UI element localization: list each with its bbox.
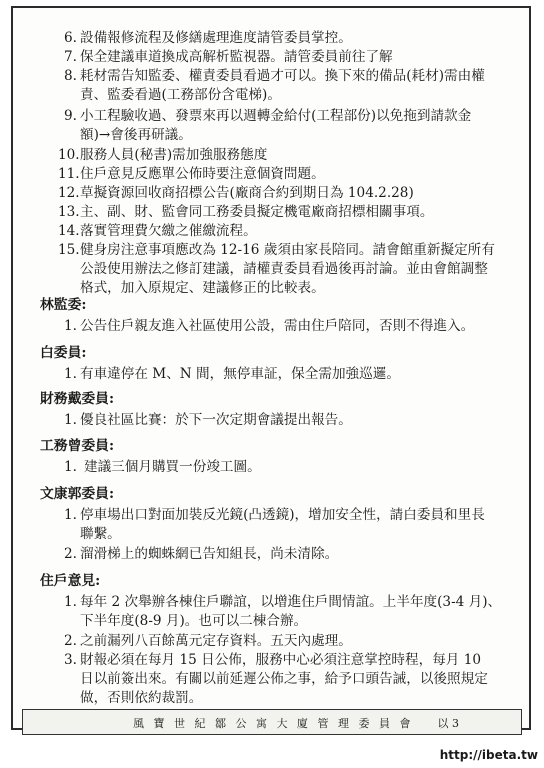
item-number: 1. <box>64 507 77 523</box>
item-text: 耗材需告知監委、權責委員看過才可以。換下來的備品(耗材)需由權 <box>80 68 485 84</box>
item-number: 2. <box>64 546 77 562</box>
section-heading: 文康郭委員: <box>40 486 115 502</box>
item-number: 15. <box>58 242 80 258</box>
item-number: 2. <box>64 633 77 649</box>
item-number: 11. <box>58 166 80 182</box>
item-number: 3. <box>64 652 77 668</box>
item-text: 日以前簽出來。有關以前延遲公佈之事，給予口頭告誡，以後照規定 <box>80 671 488 687</box>
item-number: 6. <box>64 30 77 46</box>
item-text: 保全建議車道換成高解析監視器。請管委員前往了解 <box>80 49 393 65</box>
footer-title: 風 寶 世 紀 鄒 公 寓 大 廈 管 理 委 員 會 <box>133 717 414 730</box>
item-number: 10. <box>58 147 80 163</box>
item-text: 設備報修流程及修繕處理進度請管委員掌控。 <box>80 30 352 46</box>
section-heading: 住戶意見: <box>40 573 101 589</box>
item-number: 1. <box>64 366 77 382</box>
item-number: 1. <box>64 412 77 428</box>
item-number: 1. <box>64 459 77 475</box>
section-heading: 林監委: <box>40 297 87 313</box>
item-text: 溜滑梯上的蜘蛛網已告知組長，尚未清除。 <box>80 546 339 562</box>
item-text: 聯繫。 <box>80 526 121 542</box>
item-text: 草擬資源回收商招標公告(廠商合約到期日為 104.2.28) <box>80 185 414 201</box>
item-number: 1. <box>64 594 77 610</box>
item-number: 1. <box>64 318 77 334</box>
item-text: 財報必須在每月 15 日公佈，服務中心必須注意掌控時程，每月 10 <box>80 652 481 668</box>
page-footer <box>22 709 522 735</box>
item-number: 9. <box>64 108 77 124</box>
item-text: 額)→會後再研議。 <box>80 127 192 143</box>
section-heading: 白委員: <box>40 345 87 361</box>
item-number: 8. <box>64 68 77 84</box>
item-number: 12. <box>58 185 80 201</box>
item-text: 每年 2 次舉辦各棟住戶聯誼，以增進住戶間情誼。上半年度(3-4 月)、 <box>80 594 502 610</box>
item-text: 優良社區比賽：於下一次定期會議提出報告。 <box>80 412 352 428</box>
item-text: 下半年度(8-9 月)。也可以二棟合辦。 <box>80 613 308 629</box>
section-heading: 財務戴委員: <box>40 391 115 407</box>
item-number: 7. <box>64 49 77 65</box>
item-text: 有車違停在 M、N 間，無停車証，保全需加強巡邏。 <box>80 366 400 382</box>
watermark: http://ibeta.tw <box>439 748 538 762</box>
item-text: 小工程驗收過、發票來再以週轉金給付(工程部份)以免拖到請款金 <box>80 108 472 124</box>
item-text: 公設使用辦法之修訂建議，請權責委員看過後再討論。並由會館調整 <box>80 261 488 277</box>
item-text: 做，否則依約裁罰。 <box>80 690 203 706</box>
item-text: 責、監委看過(工務部份含電梯)。 <box>80 87 281 103</box>
item-text: 停車場出口對面加裝反光鏡(凸透鏡)，增加安全性，請白委員和里長 <box>80 507 485 523</box>
item-number: 14. <box>58 223 80 239</box>
item-text: 建議三個月購買一份竣工圖。 <box>84 459 261 475</box>
item-text: 主、副、財、監會同工務委員擬定機電廠商招標相關事項。 <box>80 204 434 220</box>
item-text: 住戶意見反應單公佈時要注意個資問題。 <box>80 166 325 182</box>
section-heading: 工務曾委員: <box>40 438 115 454</box>
item-text: 落實管理費欠繳之催繳流程。 <box>80 223 257 239</box>
item-text: 格式，加入原規定、建議修正的比較表。 <box>80 280 325 296</box>
item-number: 13. <box>58 204 80 220</box>
item-text: 之前漏列八百餘萬元定存資料。五天內處理。 <box>80 633 352 649</box>
item-text: 健身房注意事項應改為 12-16 歲須由家長陪同。請會館重新擬定所有 <box>80 242 495 258</box>
item-text: 服務人員(秘書)需加強服務態度 <box>80 147 268 163</box>
item-text: 公告住戶親友進入社區使用公設，需由住戶陪同，否則不得進入。 <box>80 318 475 334</box>
page-number: 以 3 <box>437 717 459 730</box>
